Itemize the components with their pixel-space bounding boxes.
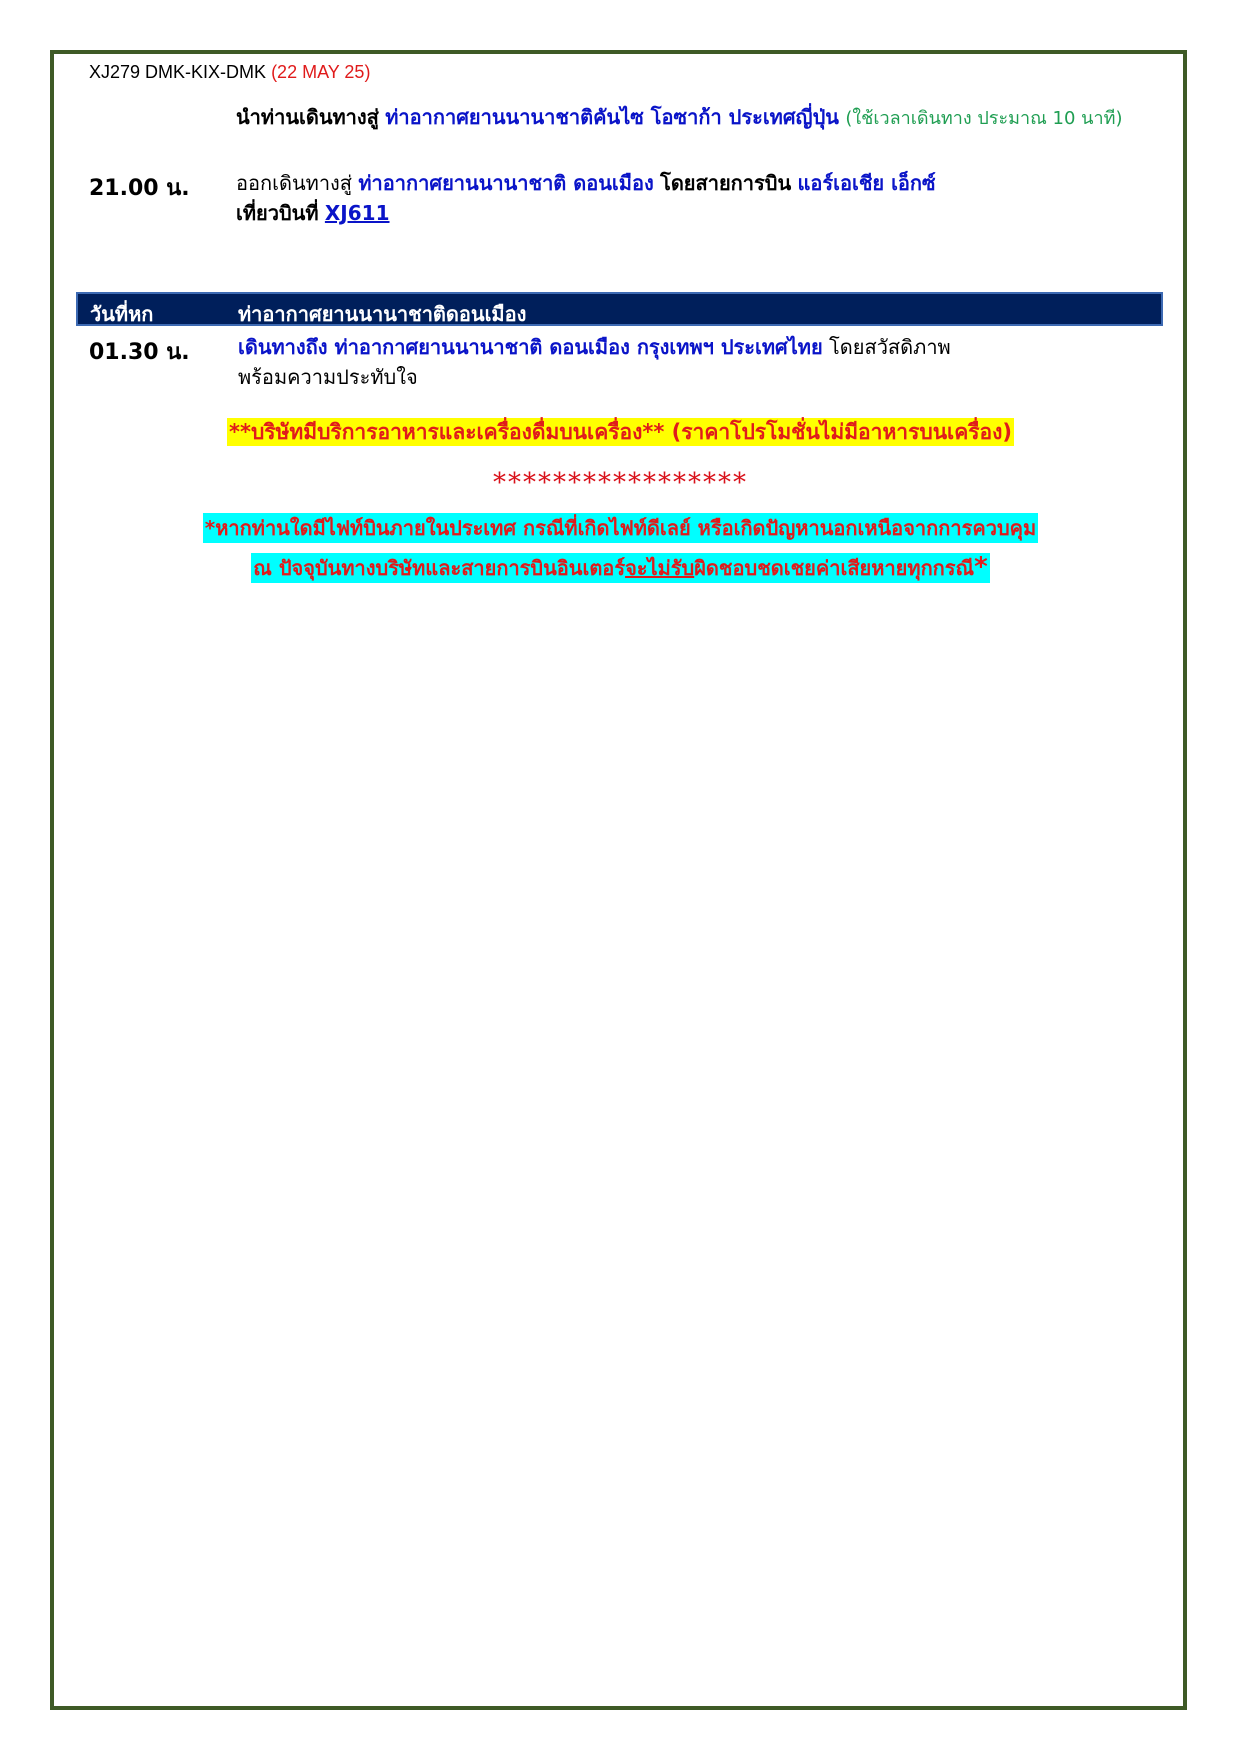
stars-divider	[0, 468, 1241, 498]
item-time: 21.00 น.	[89, 176, 190, 201]
flight-label: เที่ยวบินที่	[236, 201, 319, 225]
item-time: 01.30 น.	[89, 340, 190, 365]
disclaimer-underlined: จะไม่รับ	[625, 556, 695, 580]
item-rest-2: พร้อมความประทับใจ	[238, 365, 418, 389]
day-label: วันที่หก	[90, 302, 154, 326]
itinerary-item-departure	[236, 168, 1156, 228]
itinerary-item-kansai	[236, 102, 1156, 134]
flight-route: XJ279 DMK-KIX-DMK	[89, 62, 267, 82]
page-header	[89, 62, 370, 83]
disclaimer-line-1	[0, 512, 1241, 544]
item-place: เดินทางถึง ท่าอากาศยานนานาชาติ ดอนเมือง กรุงเทพฯ ประเทศไทย	[238, 335, 823, 359]
day-header-band	[76, 292, 1163, 326]
disclaimer-line-2	[0, 552, 1241, 584]
disclaimer-part-b: ผิดชอบชดเชยค่าเสียหายทุกกรณี	[694, 556, 975, 580]
flight-number-link[interactable]: XJ611	[324, 201, 390, 225]
disclaimer-part-a: ณ ปัจจุบันทางบริษัทและสายการบินอินเตอร์	[253, 556, 626, 580]
flight-date: (22 MAY 25)	[271, 62, 371, 82]
food-notice-text: **บริษัทมีบริการอาหารและเครื่องดื่มบนเครื่อง** (ราคาโปรโมชั่นไม่มีอาหารบนเครื่อง)	[228, 420, 1013, 444]
item-place: ท่าอากาศยานนานาชาติคันไซ โอซาก้า ประเทศญี่ปุ่น	[385, 105, 839, 129]
item-place: ท่าอากาศยานนานาชาติ ดอนเมือง	[358, 171, 654, 195]
item-airline: แอร์เอเชีย เอ็กซ์	[797, 171, 936, 195]
stars-text: *****************	[493, 468, 748, 498]
itinerary-item-arrival	[238, 332, 1138, 392]
food-notice	[0, 416, 1241, 449]
day-place: ท่าอากาศยานนานาชาติดอนเมือง	[238, 302, 527, 326]
item-lead: นำท่านเดินทางสู่	[236, 105, 379, 129]
item-note: (ใช้เวลาเดินทาง ประมาณ 10 นาที)	[845, 108, 1123, 129]
disclaimer-asterisk: *	[974, 552, 988, 582]
item-rest-1: โดยสวัสดิภาพ	[829, 335, 951, 359]
disclaimer-text-2	[251, 553, 989, 583]
item-lead: ออกเดินทางสู่	[236, 171, 353, 195]
disclaimer-text-1: *หากท่านใดมีไฟท์บินภายในประเทศ กรณีที่เกิดไฟท์ดีเลย์ หรือเกิดปัญหานอกเหนือจากการควบคุม	[203, 513, 1038, 543]
item-by: โดยสายการบิน	[660, 171, 792, 195]
